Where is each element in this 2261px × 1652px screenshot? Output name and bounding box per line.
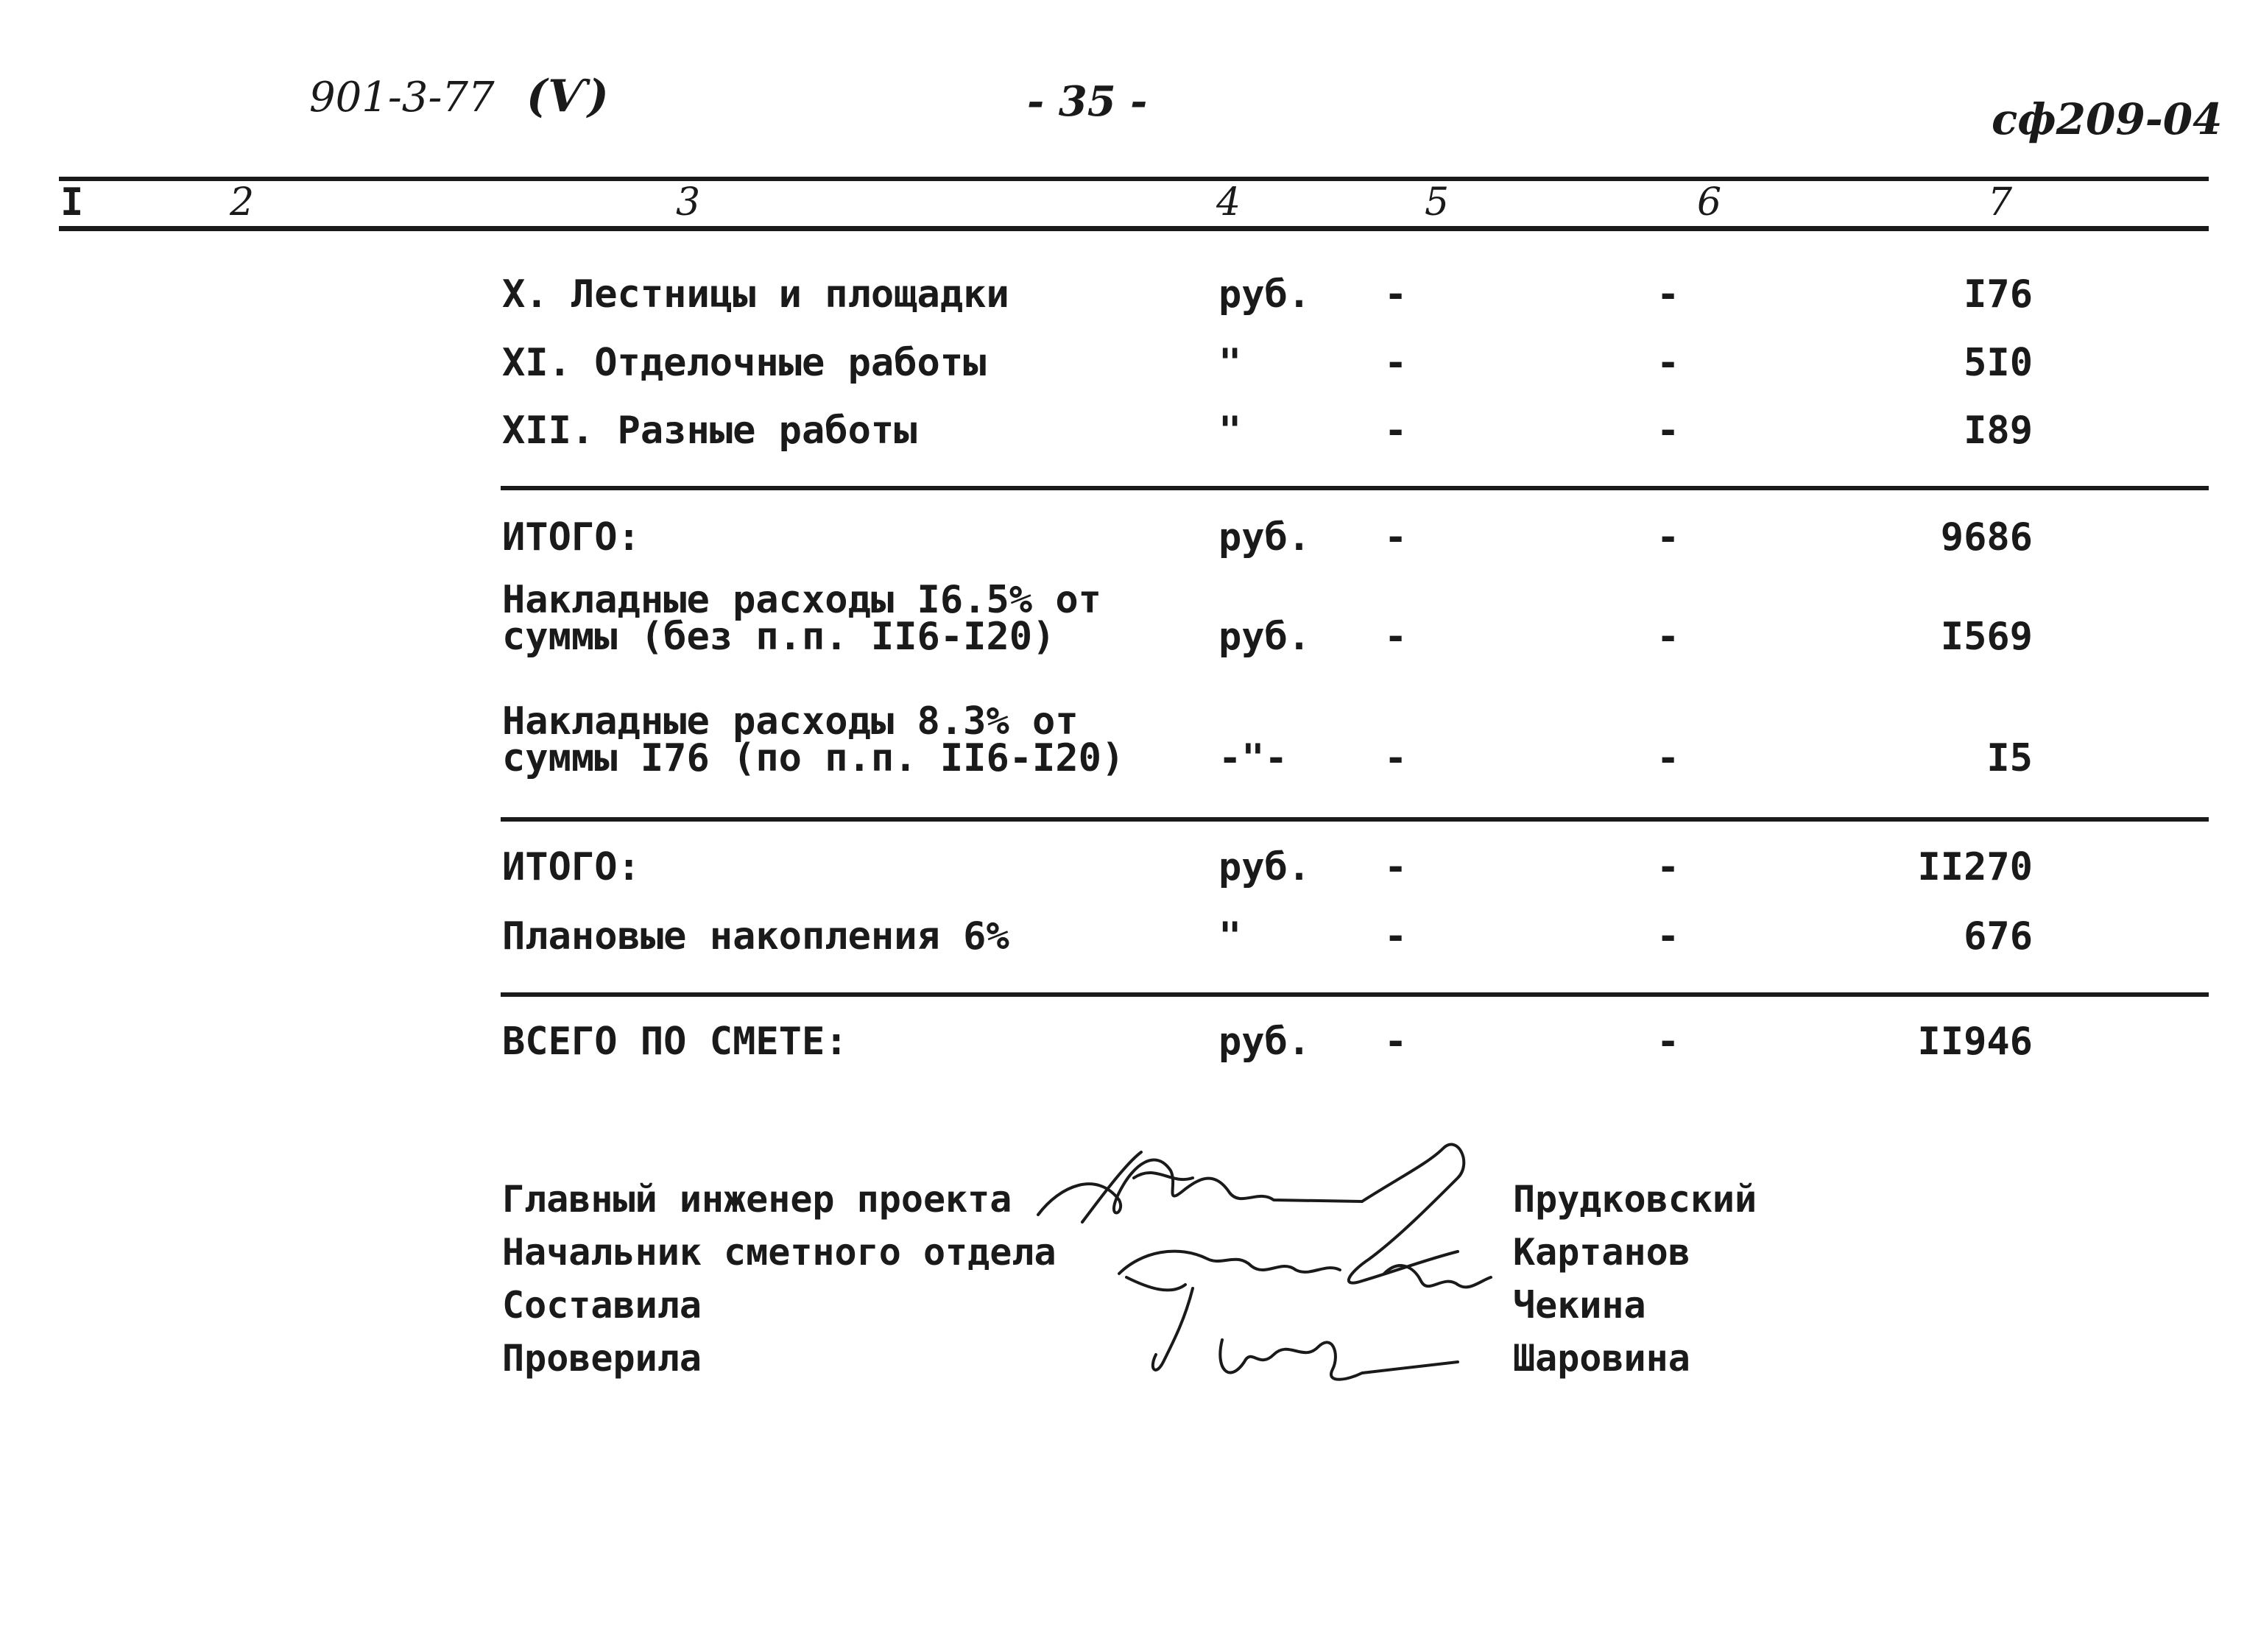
table-row (0, 272, 2261, 331)
row-unit: -"- (1218, 736, 1288, 780)
signature-stroke (1082, 1152, 1193, 1222)
row-total: I89 (1964, 409, 2033, 453)
row-description: X. Лестницы и площадки (502, 272, 1009, 317)
table-row (0, 699, 2261, 784)
signature-stroke (1220, 1340, 1458, 1380)
signature-role: Проверила (502, 1337, 702, 1380)
row-description: ВСЕГО ПО СМЕТЕ: (502, 1020, 848, 1064)
row-total: II946 (1917, 1020, 2033, 1064)
row-col6: - (1657, 515, 1680, 560)
subtotal-rule (501, 486, 2209, 490)
row-description: XII. Разные работы (502, 409, 917, 453)
row-description (502, 699, 1125, 780)
row-col6: - (1657, 914, 1680, 959)
row-description: ИТОГО: (502, 845, 641, 889)
signature-name: Чекина (1513, 1284, 1646, 1327)
row-description-line: Накладные расходы I6.5% от (502, 578, 1101, 622)
signature-stroke (1119, 1252, 1340, 1274)
table-row (0, 341, 2261, 400)
row-col6: - (1657, 845, 1680, 889)
row-col6: - (1657, 341, 1680, 385)
row-description-line: Накладные расходы 8.3% от (502, 699, 1079, 744)
column-number-3: 3 (676, 180, 701, 225)
row-total: II270 (1917, 845, 2033, 889)
row-description-line: суммы I76 (по п.п. II6-I20) (502, 736, 1125, 780)
column-number-1: I (60, 180, 84, 225)
row-description: ИТОГО: (502, 515, 641, 560)
signature-role: Главный инженер проекта (502, 1178, 1012, 1221)
row-col5: - (1384, 845, 1408, 889)
row-unit: " (1218, 914, 1242, 959)
header-top-rule (59, 177, 2209, 181)
row-unit: " (1218, 341, 1242, 385)
table-row (0, 578, 2261, 663)
row-total: 9686 (1940, 515, 2033, 560)
page-number: - 35 - (1027, 77, 1148, 126)
row-description (502, 578, 1101, 659)
table-row (0, 1020, 2261, 1079)
signature-stroke (1349, 1145, 1464, 1283)
table-row (0, 515, 2261, 574)
row-total: 5I0 (1964, 341, 2033, 385)
row-col5: - (1384, 736, 1408, 780)
handwritten-signatures (1016, 1119, 1502, 1399)
column-number-4: 4 (1216, 180, 1241, 225)
row-description-line: суммы (без п.п. II6-I20) (502, 615, 1056, 659)
subtotal-rule (501, 817, 2209, 822)
row-col6: - (1657, 1020, 1680, 1064)
column-number-7: 7 (1988, 180, 2013, 225)
signature-role: Начальник сметного отдела (502, 1231, 1057, 1274)
column-number-2: 2 (230, 180, 255, 225)
column-number-5: 5 (1425, 180, 1450, 225)
doc-code: 901-3-77 (309, 74, 495, 121)
row-col5: - (1384, 1020, 1408, 1064)
table-row (0, 845, 2261, 904)
row-unit: руб. (1218, 615, 1311, 659)
table-row (0, 914, 2261, 973)
row-unit: руб. (1218, 515, 1311, 560)
row-col6: - (1657, 615, 1680, 659)
row-col5: - (1384, 615, 1408, 659)
row-col5: - (1384, 272, 1408, 317)
row-total: I76 (1964, 272, 2033, 317)
row-unit: руб. (1218, 272, 1311, 317)
signature-stroke (1038, 1160, 1362, 1215)
column-number-6: 6 (1697, 180, 1722, 225)
table-row (0, 409, 2261, 467)
row-unit: " (1218, 409, 1242, 453)
signature-stroke (1126, 1277, 1185, 1290)
signature-name: Картанов (1513, 1231, 1690, 1274)
volume-mark: (Ѵ) (526, 71, 609, 122)
row-unit: руб. (1218, 845, 1311, 889)
row-total: 676 (1964, 914, 2033, 959)
signature-name: Прудковский (1513, 1178, 1757, 1221)
row-total: I5 (1986, 736, 2033, 780)
row-col5: - (1384, 914, 1408, 959)
row-description: Плановые накопления 6% (502, 914, 1009, 959)
row-unit: руб. (1218, 1020, 1311, 1064)
signature-role: Составила (502, 1284, 702, 1327)
row-col5: - (1384, 409, 1408, 453)
row-total: I569 (1940, 615, 2033, 659)
row-description: XI. Отделочные работы (502, 341, 987, 385)
row-col6: - (1657, 409, 1680, 453)
row-col6: - (1657, 736, 1680, 780)
header-bottom-rule (59, 226, 2209, 231)
sheet-code: сф209-04 (1992, 94, 2223, 144)
row-col5: - (1384, 515, 1408, 560)
signature-stroke (1153, 1288, 1193, 1370)
row-col6: - (1657, 272, 1680, 317)
signature-name: Шаровина (1513, 1337, 1690, 1380)
row-col5: - (1384, 341, 1408, 385)
grand-total-rule (501, 992, 2209, 997)
